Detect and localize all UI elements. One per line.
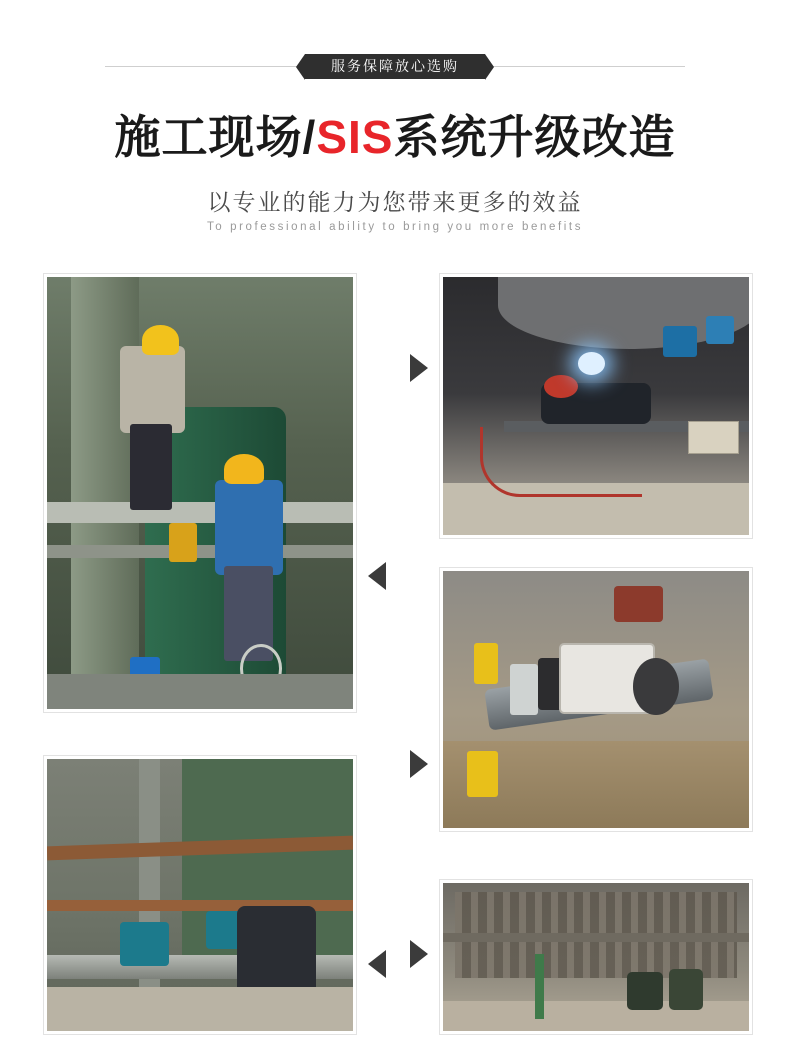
page-title	[0, 112, 790, 163]
ribbon-rule-left	[105, 66, 305, 67]
gallery-photo-4	[44, 756, 356, 1034]
gallery-photo-5	[440, 880, 752, 1034]
gallery-photo-2	[440, 274, 752, 538]
gallery-photo-1	[44, 274, 356, 712]
title-prefix: 施工现场/	[114, 111, 317, 163]
gallery-photo-3	[440, 568, 752, 831]
top-ribbon	[0, 52, 790, 80]
title-accent: SIS	[316, 111, 394, 163]
ribbon-rule-right	[485, 66, 685, 67]
photo-gallery	[0, 272, 790, 1032]
arrow-left-icon	[368, 562, 386, 590]
title-suffix: 系统升级改造	[393, 111, 676, 163]
arrow-right-icon	[410, 354, 428, 382]
subtitle-english: To professional ability to bring you more benefits	[206, 221, 584, 233]
subtitle-chinese: 以专业的能力为您带来更多的效益	[207, 189, 583, 215]
arrow-right-icon	[410, 750, 428, 778]
arrow-right-icon	[410, 940, 428, 968]
arrow-left-icon	[368, 950, 386, 978]
ribbon-label: 服务保障放心选购	[305, 54, 485, 79]
